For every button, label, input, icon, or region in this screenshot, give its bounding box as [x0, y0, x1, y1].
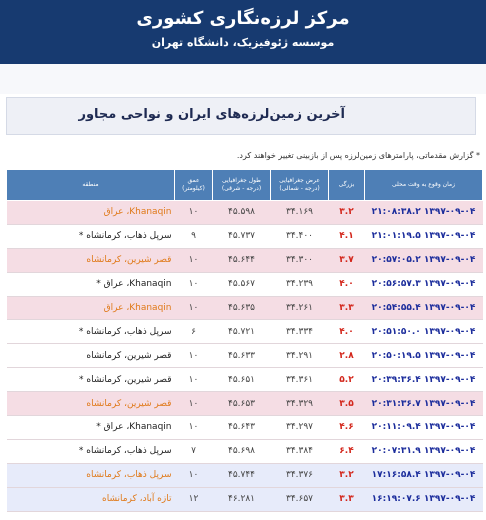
col-region: منطقه — [7, 170, 175, 201]
preliminary-note: * گزارش مقدماتی، پارامترهای زمین‌لرزه پس از بازبینی تغییر خواهند کرد. — [236, 151, 480, 160]
cell-magnitude: ۴.۶ — [329, 416, 365, 440]
cell-magnitude: ۳.۷ — [329, 248, 365, 272]
col-depth: عمق (کیلومتر) — [175, 170, 213, 201]
table-row — [7, 344, 483, 368]
cell-longitude: ۴۵.۶۳۳ — [213, 344, 271, 368]
cell-latitude: ۳۴.۳۸۴ — [271, 439, 329, 463]
cell-datetime[interactable]: ۱۳۹۷-۰۹-۰۴ ۲۱:۰۱:۱۹.۵ — [365, 224, 483, 248]
cell-datetime[interactable]: ۱۳۹۷-۰۹-۰۴ ۱۷:۱۶:۵۸.۴ — [365, 463, 483, 487]
cell-latitude: ۳۴.۳۷۶ — [271, 463, 329, 487]
cell-magnitude: ۳.۵ — [329, 392, 365, 416]
table-row — [7, 416, 483, 440]
cell-longitude: ۴۵.۷۴۴ — [213, 463, 271, 487]
cell-magnitude: ۶.۴ — [329, 439, 365, 463]
cell-magnitude: ۳.۲ — [329, 201, 365, 225]
cell-latitude: ۳۴.۲۳۹ — [271, 272, 329, 296]
cell-longitude: ۴۵.۶۴۳ — [213, 416, 271, 440]
cell-region: سرپل ذهاب، کرمانشاه * — [7, 439, 175, 463]
cell-region: سرپل ذهاب، کرمانشاه — [7, 463, 175, 487]
cell-depth: ۱۰ — [175, 201, 213, 225]
cell-longitude: ۴۵.۵۶۷ — [213, 272, 271, 296]
table-row — [7, 296, 483, 320]
cell-latitude: ۳۴.۳۲۹ — [271, 392, 329, 416]
cell-datetime[interactable]: ۱۳۹۷-۰۹-۰۴ ۲۰:۰۷:۳۱.۹ — [365, 439, 483, 463]
cell-longitude: ۴۵.۶۹۸ — [213, 439, 271, 463]
cell-depth: ۱۰ — [175, 416, 213, 440]
col-longitude: طول جغرافیایی (درجه - شرقی) — [213, 170, 271, 201]
cell-datetime[interactable]: ۱۳۹۷-۰۹-۰۴ ۱۶:۱۹:۰۷.۶ — [365, 487, 483, 511]
cell-longitude: ۴۵.۵۹۸ — [213, 201, 271, 225]
cell-longitude: ۴۵.۶۵۳ — [213, 392, 271, 416]
cell-longitude: ۴۵.۶۵۱ — [213, 368, 271, 392]
cell-datetime[interactable]: ۱۳۹۷-۰۹-۰۴ ۲۰:۱۱:۰۹.۴ — [365, 416, 483, 440]
cell-latitude: ۳۴.۲۹۷ — [271, 416, 329, 440]
cell-datetime[interactable]: ۱۳۹۷-۰۹-۰۴ ۲۰:۵۶:۵۷.۳ — [365, 272, 483, 296]
cell-datetime[interactable]: ۱۳۹۷-۰۹-۰۴ ۲۱:۰۸:۳۸.۲ — [365, 201, 483, 225]
cell-depth: ۱۰ — [175, 463, 213, 487]
cell-latitude: ۳۴.۴۰۰ — [271, 224, 329, 248]
cell-region: سرپل ذهاب، کرمانشاه * — [7, 320, 175, 344]
site-header — [0, 0, 486, 64]
cell-datetime[interactable]: ۱۳۹۷-۰۹-۰۴ ۲۰:۳۹:۳۶.۴ — [365, 368, 483, 392]
page-title: آخرین زمین‌لرزه‌های ایران و نواحی مجاور — [78, 107, 345, 122]
cell-latitude: ۳۴.۳۶۱ — [271, 368, 329, 392]
cell-longitude: ۴۵.۶۳۵ — [213, 296, 271, 320]
table-row — [7, 368, 483, 392]
cell-depth: ۱۰ — [175, 392, 213, 416]
table-row — [7, 463, 483, 487]
table-row — [7, 392, 483, 416]
cell-magnitude: ۵.۲ — [329, 368, 365, 392]
cell-depth: ۱۰ — [175, 296, 213, 320]
table-row — [7, 248, 483, 272]
cell-longitude: ۴۵.۷۳۷ — [213, 224, 271, 248]
cell-latitude: ۳۴.۲۶۱ — [271, 296, 329, 320]
cell-magnitude: ۳.۳ — [329, 487, 365, 511]
cell-region: Khanaqin، عراق — [7, 201, 175, 225]
cell-region: Khanaqin، عراق * — [7, 416, 175, 440]
cell-datetime[interactable]: ۱۳۹۷-۰۹-۰۴ ۲۰:۵۴:۵۵.۴ — [365, 296, 483, 320]
cell-depth: ۱۲ — [175, 487, 213, 511]
header-gap — [0, 64, 486, 94]
table-row — [7, 224, 483, 248]
cell-depth: ۹ — [175, 224, 213, 248]
cell-region: سرپل ذهاب، کرمانشاه * — [7, 224, 175, 248]
table-row — [7, 320, 483, 344]
cell-latitude: ۳۴.۳۰۰ — [271, 248, 329, 272]
col-latitude: عرض جغرافیایی (درجه - شمالی) — [271, 170, 329, 201]
table-body — [7, 201, 483, 512]
cell-longitude: ۴۵.۷۲۱ — [213, 320, 271, 344]
cell-magnitude: ۴.۰ — [329, 320, 365, 344]
cell-region: تازه آباد، کرمانشاه — [7, 487, 175, 511]
table-row — [7, 272, 483, 296]
page-title-box — [6, 97, 476, 135]
cell-magnitude: ۴.۱ — [329, 224, 365, 248]
cell-depth: ۶ — [175, 320, 213, 344]
cell-region: قصر شیرین، کرمانشاه — [7, 248, 175, 272]
cell-magnitude: ۲.۸ — [329, 344, 365, 368]
table-row — [7, 201, 483, 225]
cell-datetime[interactable]: ۱۳۹۷-۰۹-۰۴ ۲۰:۳۱:۳۶.۷ — [365, 392, 483, 416]
cell-region: قصر شیرین، کرمانشاه — [7, 392, 175, 416]
cell-depth: ۷ — [175, 439, 213, 463]
cell-longitude: ۴۶.۲۸۱ — [213, 487, 271, 511]
site-title[interactable]: مرکز لرزه‌نگاری کشوری — [136, 8, 350, 29]
table-header-row — [7, 170, 483, 201]
cell-region: Khanaqin، عراق — [7, 296, 175, 320]
col-magnitude: بزرگی — [329, 170, 365, 201]
cell-datetime[interactable]: ۱۳۹۷-۰۹-۰۴ ۲۰:۵۱:۵۰.۰ — [365, 320, 483, 344]
cell-depth: ۱۰ — [175, 344, 213, 368]
cell-datetime[interactable]: ۱۳۹۷-۰۹-۰۴ ۲۰:۵۰:۱۹.۵ — [365, 344, 483, 368]
cell-latitude: ۳۴.۲۹۱ — [271, 344, 329, 368]
cell-region: Khanaqin، عراق * — [7, 272, 175, 296]
earthquake-table — [6, 169, 483, 512]
cell-region: قصر شیرین، کرمانشاه — [7, 344, 175, 368]
table-row — [7, 487, 483, 511]
cell-magnitude: ۴.۰ — [329, 272, 365, 296]
cell-region: قصر شیرین، کرمانشاه * — [7, 368, 175, 392]
cell-latitude: ۳۴.۶۵۷ — [271, 487, 329, 511]
cell-depth: ۱۰ — [175, 368, 213, 392]
cell-depth: ۱۰ — [175, 272, 213, 296]
cell-latitude: ۳۴.۳۳۴ — [271, 320, 329, 344]
cell-depth: ۱۰ — [175, 248, 213, 272]
cell-magnitude: ۳.۳ — [329, 296, 365, 320]
col-datetime: زمان وقوع به وقت محلی — [365, 170, 483, 201]
cell-datetime[interactable]: ۱۳۹۷-۰۹-۰۴ ۲۰:۵۷:۰۵.۲ — [365, 248, 483, 272]
cell-latitude: ۳۴.۱۶۹ — [271, 201, 329, 225]
site-subtitle: موسسه ژئوفیزیک، دانشگاه تهران — [151, 36, 335, 49]
cell-longitude: ۴۵.۶۴۴ — [213, 248, 271, 272]
cell-magnitude: ۳.۲ — [329, 463, 365, 487]
table-row — [7, 439, 483, 463]
